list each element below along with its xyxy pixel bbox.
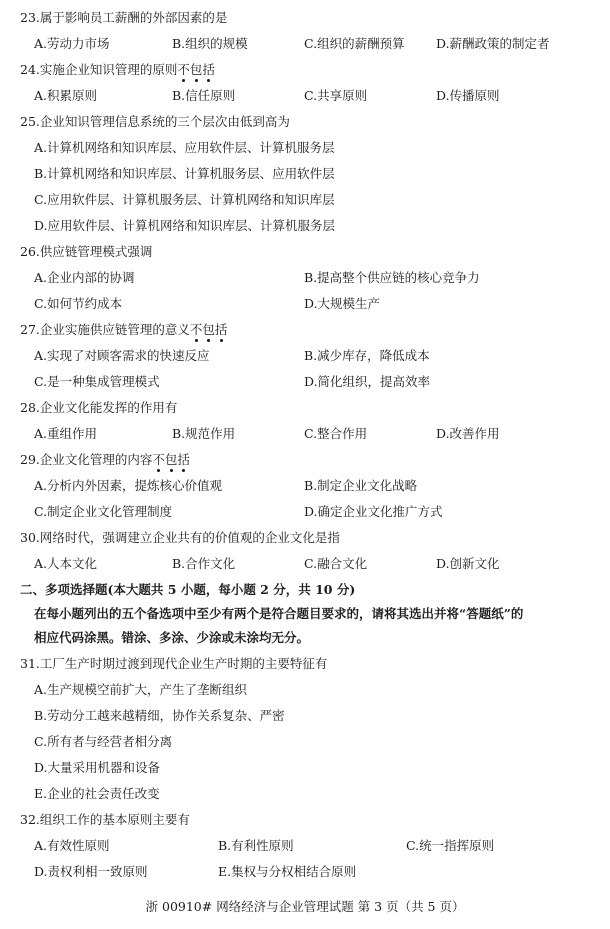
question-29-stem: 29.企业文化管理的内容不包括	[20, 452, 190, 467]
q32-option-b: B.有利性原则	[218, 838, 294, 853]
q25-option-b: B.计算机网络和知识库层、计算机服务层、应用软件层	[34, 166, 335, 181]
section-2-instruction-2: 相应代码涂黑。错涂、多涂、少涂或未涂均无分。	[34, 630, 310, 645]
q31-option-b: B.劳动分工越来越精细，协作关系复杂、严密	[34, 708, 285, 723]
emphasis-char: 包	[189, 62, 203, 77]
question-31-stem: 31.工厂生产时期过渡到现代企业生产时期的主要特征有	[20, 656, 328, 671]
q31-option-c: C.所有者与经营者相分离	[34, 734, 173, 749]
q32-option-d: D.责权利相一致原则	[34, 864, 148, 879]
q32-option-e: E.集权与分权相结合原则	[218, 864, 357, 879]
q25-option-a: A.计算机网络和知识库层、应用软件层、计算机服务层	[34, 140, 335, 155]
q27-option-a: A.实现了对顾客需求的快速反应	[34, 348, 210, 363]
section-2-title: 二、多项选择题(本大题共 5 小题，每小题 2 分，共 10 分)	[20, 582, 356, 597]
emphasis-char: 包	[202, 322, 215, 337]
emphasis-char: 括	[214, 322, 228, 337]
q29-option-b: B.制定企业文化战略	[304, 478, 418, 493]
emphasis-char: 不	[189, 322, 203, 337]
q31-option-a: A.生产规模空前扩大，产生了垄断组织	[34, 682, 248, 697]
question-30-stem: 30.网络时代，强调建立企业共有的价值观的企业文化是指	[20, 530, 340, 545]
q28-option-a: A.重组作用	[34, 426, 98, 441]
question-28-stem: 28.企业文化能发挥的作用有	[20, 400, 178, 415]
q30-option-d: D.创新文化	[436, 556, 500, 571]
q26-option-b: B.提高整个供应链的核心竞争力	[304, 270, 480, 285]
q31-option-e: E.企业的社会责任改变	[34, 786, 160, 801]
q32-option-a: A.有效性原则	[34, 838, 110, 853]
q30-option-a: A.人本文化	[34, 556, 98, 571]
question-32-stem: 32.组织工作的基本原则主要有	[20, 812, 190, 827]
question-23-options	[0, 34, 610, 54]
q28-option-b: B.规范作用	[172, 426, 236, 441]
q28-option-d: D.改善作用	[436, 426, 500, 441]
q32-option-c: C.统一指挥原则	[406, 838, 495, 853]
q27-option-b: B.减少库存，降低成本	[304, 348, 430, 363]
q26-option-d: D.大规模生产	[304, 296, 381, 311]
question-26-stem: 26.供应链管理模式强调	[20, 244, 153, 259]
q28-option-c: C.整合作用	[304, 426, 368, 441]
q24-option-a: A.积累原则	[34, 88, 98, 103]
question-25-stem: 25.企业知识管理信息系统的三个层次由低到高为	[20, 114, 290, 129]
q30-option-b: B.合作文化	[172, 556, 236, 571]
q29-option-d: D.确定企业文化推广方式	[304, 504, 443, 519]
q26-option-c: C.如何节约成本	[34, 296, 123, 311]
q31-option-d: D.大量采用机器和设备	[34, 760, 161, 775]
q23-option-c: C.组织的薪酬预算	[304, 36, 405, 51]
question-24-stem: 24.实施企业知识管理的原则不包括	[20, 62, 215, 77]
q24-option-c: C.共享原则	[304, 88, 368, 103]
q23-option-d: D.薪酬政策的制定者	[436, 36, 550, 51]
emphasis-char: 不	[152, 452, 165, 467]
q24-option-b: B.信任原则	[172, 88, 236, 103]
q29-option-c: C.制定企业文化管理制度	[34, 504, 173, 519]
emphasis-char: 不	[177, 62, 190, 77]
q30-option-c: C.融合文化	[304, 556, 368, 571]
page-footer: 浙 00910# 网络经济与企业管理试题 第 3 页（共 5 页）	[145, 899, 465, 914]
q27-option-c: C.是一种集成管理模式	[34, 374, 160, 389]
question-24-options	[0, 86, 610, 106]
q23-option-b: B.组织的规模	[172, 36, 248, 51]
emphasis-char: 括	[202, 62, 215, 77]
q29-option-a: A.分析内外因素，提炼核心价值观	[34, 478, 223, 493]
emphasis-char: 括	[177, 452, 190, 467]
q25-option-c: C.应用软件层、计算机服务层、计算机网络和知识库层	[34, 192, 335, 207]
q23-option-a: A.劳动力市场	[34, 36, 110, 51]
question-27-stem: 27.企业实施供应链管理的意义不包括	[20, 322, 228, 337]
section-2-instruction-1: 在每小题列出的五个备选项中至少有两个是符合题目要求的，请将其选出并将“答题纸”的	[34, 606, 524, 621]
q27-option-d: D.简化组织，提高效率	[304, 374, 431, 389]
q26-option-a: A.企业内部的协调	[34, 270, 135, 285]
q24-option-d: D.传播原则	[436, 88, 500, 103]
emphasis-char: 包	[164, 452, 178, 467]
q25-option-d: D.应用软件层、计算机网络和知识库层、计算机服务层	[34, 218, 336, 233]
question-23-stem: 23.属于影响员工薪酬的外部因素的是	[20, 10, 228, 25]
